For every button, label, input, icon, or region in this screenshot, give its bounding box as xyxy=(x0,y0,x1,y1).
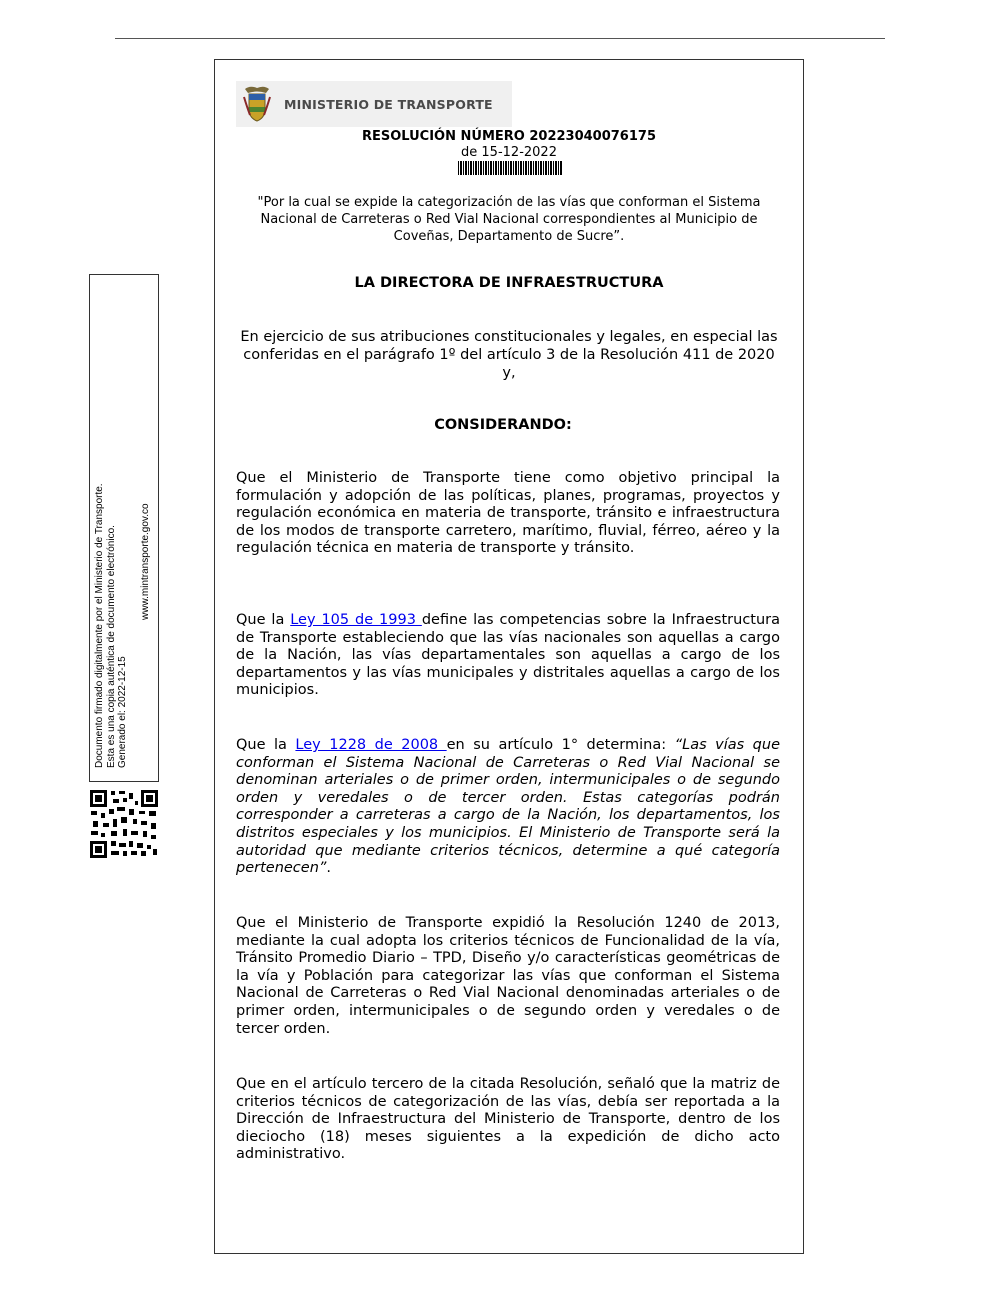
resolution-subject: "Por la cual se expide la categorización de las vías que conforman el Sistema Nacional de Carreteras o Red Vial Nacional correspondientes al Municipio de Coveñas, Departamento de Sucre”. xyxy=(257,195,761,244)
barcode-icon xyxy=(458,161,562,175)
resolution-date: de 15-12-2022 xyxy=(461,145,557,160)
stamp-url: www.mintransporte.gov.co xyxy=(140,503,151,620)
paragraph-2-rest: define las competencias sobre la Infraestructura de Transporte estableciendo que las vías nacionales son aquellas a cargo de la Nación, las vías departamentales son aquellas a cargo de los departamentos y las vías municipales y distritales aquellas a cargo de los municipios. xyxy=(236,612,781,699)
stamp-line-1: Documento firmado digitalmente por el Ministerio de Transporte. xyxy=(94,483,105,768)
ley-105-1993-link[interactable]: Ley 105 de 1993 xyxy=(290,612,422,628)
paragraph-4: Que el Ministerio de Transporte expidió la Resolución 1240 de 2013, mediante la cual adopta los criterios técnicos de Funcionalidad de la vía, Tránsito Promedio Diario – TPD, Diseño y/o características geométricas de la vía y Población para categorizar las vías que conforman el Sistema Nacional de Carreteras o Red Vial Nacional denominadas arteriales o de primer orden, intermunicipales o de segundo orden y veredales o de tercer orden. xyxy=(236,915,780,1037)
ley-1228-2008-link[interactable]: Ley 1228 de 2008 xyxy=(295,737,447,753)
paragraph-3 xyxy=(236,737,780,878)
ministry-name: MINISTERIO DE TRANSPORTE xyxy=(284,96,493,112)
considering-heading: CONSIDERANDO: xyxy=(434,417,572,433)
paragraph-3-quote: “Las vías que conforman el Sistema Nacional de Carreteras o Red Vial Nacional se denominan arteriales o de primer orden, intermunicipales o de segundo orden y veredales o de tercer orden. Estas categorías podrán corresponder a carreteras a cargo de la Nación, los departamentos, los distritos especiales y los municipios. El Ministerio de Transporte será la autoridad que mediante criterios técnicos, determine a qué categoría pertenecen” xyxy=(236,737,780,877)
paragraph-5: Que en el artículo tercero de la citada Resolución, señaló que la matriz de criterios técnicos de categorización de las vías, debía ser reportada a la Dirección de Infraestructura del Ministerio de Transporte, dentro de los dieciocho (18) meses siguientes a la expedición de dicho acto administrativo. xyxy=(236,1076,780,1163)
qr-code-icon xyxy=(89,789,159,859)
stamp-line-3: Generado el: 2022-12-15 xyxy=(117,656,128,768)
top-rule xyxy=(115,38,885,39)
paragraph-1: Que el Ministerio de Transporte tiene como objetivo principal la formulación y adopción de las políticas, planes, programas, proyectos y regulación económica en materia de transporte, tránsito e infraestructura de los modos de transporte carretero, marítimo, fluvial, férreo, aéreo y la regulación técnica en materia de transporte y tránsito. xyxy=(236,470,780,557)
powers-statement: En ejercicio de sus atribuciones constitucionales y legales, en especial las conferidas en el parágrafo 1º del artículo 3 de la Resolución 411 de 2020 y, xyxy=(240,329,778,381)
letterhead xyxy=(236,81,512,127)
paragraph-2 xyxy=(236,612,780,700)
colombia-crest-icon xyxy=(242,85,272,123)
paragraph-2-start: Que la xyxy=(236,612,291,628)
paragraph-3-start: Que la xyxy=(236,737,296,753)
stamp-line-2: Esta es una copia auténtica de documento electrónico. xyxy=(105,525,117,768)
paragraph-3-mid: en su artículo 1° determina: xyxy=(446,737,675,753)
resolution-number: RESOLUCIÓN NÚMERO 20223040076175 xyxy=(362,129,656,144)
paragraph-3-end: . xyxy=(326,860,332,877)
signer-title: LA DIRECTORA DE INFRAESTRUCTURA xyxy=(354,275,664,291)
